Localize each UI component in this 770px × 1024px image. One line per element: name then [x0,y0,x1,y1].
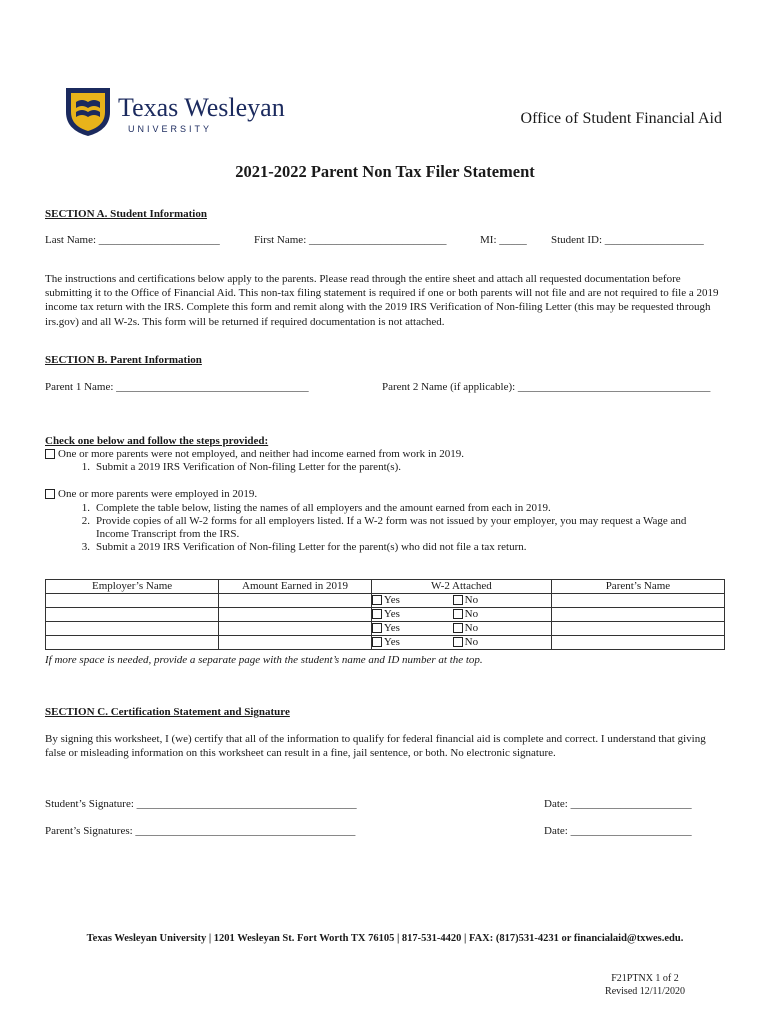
option-not-employed-label: One or more parents were not employed, and neither had income earned from work in 2019. [58,448,464,460]
revision-date: Revised 12/11/2020 [605,986,685,997]
option-not-employed[interactable] [45,448,464,460]
parent1-name-field[interactable]: Parent 1 Name: ___________________________________ [45,381,309,393]
amount-earned-cell[interactable] [219,593,372,607]
option2-steps [68,502,708,554]
parent-name-cell[interactable] [551,635,724,649]
parent-name-cell[interactable] [551,607,724,621]
w2-cell [371,635,551,649]
form-title: 2021-2022 Parent Non Tax Filer Statement [235,162,535,181]
option-employed-label: One or more parents were employed in 2019. [58,488,258,500]
employer-name-cell[interactable] [46,635,219,649]
parent-date-field[interactable]: Date: ______________________ [544,825,692,837]
w2-cell [371,593,551,607]
parent-name-cell[interactable] [551,593,724,607]
middle-initial-field[interactable]: MI: _____ [480,234,527,246]
w2-yes-checkbox[interactable] [372,609,382,619]
list-item: 1. Submit a 2019 IRS Verification of Non-filing Letter for the parent(s). [81,461,401,473]
employer-name-cell[interactable] [46,607,219,621]
w2-no-checkbox[interactable] [453,609,463,619]
table-row [46,635,725,649]
option-not-employed-checkbox[interactable] [45,449,55,459]
section-b-heading: SECTION B. Parent Information [45,354,202,366]
office-name: Office of Student Financial Aid [520,110,722,127]
student-signature-field[interactable]: Student’s Signature: ________________________________________ [45,798,357,810]
employer-table [45,579,725,650]
w2-yes-checkbox[interactable] [372,595,382,605]
form-page-number: F21PTNX 1 of 2 [611,973,679,984]
employer-name-cell[interactable] [46,593,219,607]
amount-earned-cell[interactable] [219,607,372,621]
university-logo [64,86,294,138]
list-item: 3. Submit a 2019 IRS Verification of Non-filing Letter for the parent(s) who did not file a tax return. [81,541,527,553]
w2-yes-option[interactable]: Yes [372,608,400,620]
w2-no-option[interactable]: No [453,594,478,606]
w2-no-option[interactable]: No [453,608,478,620]
employer-name-cell[interactable] [46,621,219,635]
student-id-field[interactable]: Student ID: __________________ [551,234,704,246]
w2-yes-option[interactable]: Yes [372,622,400,634]
col-amount-earned: Amount Earned in 2019 [219,580,372,594]
form-id [560,972,730,998]
table-row [46,607,725,621]
table-row [46,593,725,607]
student-date-field[interactable]: Date: ______________________ [544,798,692,810]
w2-yes-checkbox[interactable] [372,637,382,647]
w2-yes-option[interactable]: Yes [372,594,400,606]
w2-cell [371,621,551,635]
section-c-heading: SECTION C. Certification Statement and Signature [45,706,290,718]
instructions-paragraph: The instructions and certifications below apply to the parents. Please read through the entire sheet and attach all requested documentation before submitting it to the Office of Financial Aid. This non-tax filing statement is required if one or both parents will not file and are not required to file a 2019 income tax return with the IRS. Complete this form and remit along with the 2019 IRS Verification of Non-filing Letter (this may be requested through irs.gov) and all W-2s. This form will be returned if required documentation is not attached. [45,273,719,328]
amount-earned-cell[interactable] [219,621,372,635]
w2-no-checkbox[interactable] [453,637,463,647]
col-w2-attached: W-2 Attached [371,580,551,594]
parent2-name-field[interactable]: Parent 2 Name (if applicable): ___________________________________ [382,381,711,393]
col-parent-name: Parent’s Name [551,580,724,594]
w2-no-checkbox[interactable] [453,623,463,633]
amount-earned-cell[interactable] [219,635,372,649]
w2-no-checkbox[interactable] [453,595,463,605]
shield-icon [64,86,294,138]
parent-name-cell[interactable] [551,621,724,635]
parent-signature-field[interactable]: Parent’s Signatures: ________________________________________ [45,825,356,837]
w2-yes-checkbox[interactable] [372,623,382,633]
w2-no-option[interactable]: No [453,636,478,648]
last-name-field[interactable]: Last Name: ______________________ [45,234,220,246]
first-name-field[interactable]: First Name: _________________________ [254,234,447,246]
table-header-row [46,580,725,594]
check-one-heading: Check one below and follow the steps provided: [45,435,269,447]
w2-yes-option[interactable]: Yes [372,636,400,648]
certification-text: By signing this worksheet, I (we) certify that all of the information to qualify for federal financial aid is complete and correct. I understand that giving false or misleading information on this worksheet can result in a fine, jail sentence, or both. No electronic signature. [45,733,706,760]
table-row [46,621,725,635]
w2-no-option[interactable]: No [453,622,478,634]
option-employed-checkbox[interactable] [45,489,55,499]
w2-cell [371,607,551,621]
table-note: If more space is needed, provide a separate page with the student’s name and ID number at the top. [45,654,483,666]
logo-wordmark: Texas Wesleyan [118,93,285,122]
option-employed[interactable] [45,488,257,500]
list-item: 1. Complete the table below, listing the names of all employers and the amount earned from each in 2019. [81,502,551,514]
footer-contact: Texas Wesleyan University | 1201 Wesleyan St. Fort Worth TX 76105 | 817-531-4420 | FAX: (817)531-4231 or financialaid@txwes.edu. [86,933,684,944]
col-employer-name: Employer’s Name [46,580,219,594]
section-a-heading: SECTION A. Student Information [45,208,207,220]
list-item: 2. Provide copies of all W-2 forms for all employers listed. If a W-2 form was not issued by your employer, you may request a Wage and Income Transcript from the IRS. [81,515,687,540]
logo-subtitle: UNIVERSITY [128,124,213,134]
option1-steps [68,461,708,474]
